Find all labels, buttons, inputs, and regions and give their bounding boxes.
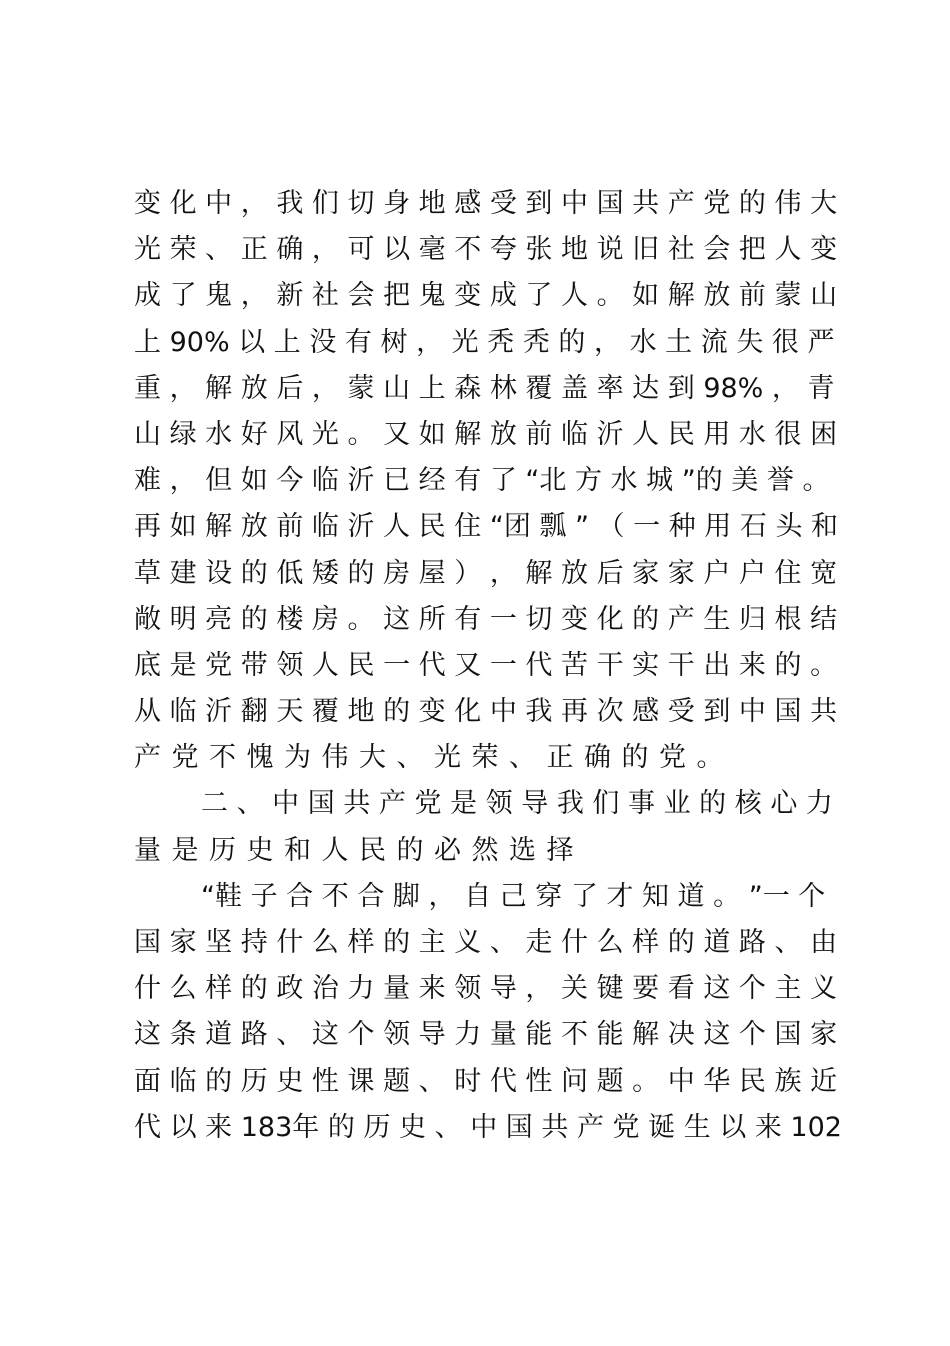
section-heading-line: 二 、 中 国 共 产 党 是 领 导 我 们 事 业 的 核 心 力 <box>201 788 833 820</box>
text-line: 国 家 坚 持 什 么 样 的 主 义 、 走 什 么 样 的 道 路 、 由 <box>134 927 838 958</box>
text-line: 变 化 中 ， 我 们 切 身 地 感 受 到 中 国 共 产 党 的 伟 大 <box>134 188 838 219</box>
text-line: 光 荣 、 正 确 ， 可 以 毫 不 夸 张 地 说 旧 社 会 把 人 变 <box>134 234 838 266</box>
text-line: 上 90% 以 上 没 有 树 ， 光 秃 秃 的 ， 水 土 流 失 很 严 <box>134 326 835 358</box>
text-line: 这 条 道 路 、 这 个 领 导 力 量 能 不 能 解 决 这 个 国 家 <box>134 1019 838 1051</box>
text-line: 成 了 鬼 ， 新 社 会 把 鬼 变 成 了 人 。 如 解 放 前 蒙 山 <box>134 280 838 312</box>
text-line: 再 如 解 放 前 临 沂 人 民 住 “团 瓢 ” （ 一 种 用 石 头 和 <box>134 511 839 543</box>
section-heading-last-line: 量是历史和人民的必然选择 <box>134 834 584 866</box>
text-line: 底 是 党 带 领 人 民 一 代 又 一 代 苦 干 实 干 出 来 的 。 <box>134 649 838 681</box>
text-line: 重 ， 解 放 后 ， 蒙 山 上 森 林 覆 盖 率 达 到 98% ， 青 <box>134 372 835 404</box>
paragraph-last-line: 产党不愧为伟大、光荣、正确的党。 <box>134 742 734 774</box>
body-text <box>134 181 842 1151</box>
text-line: 代 以 来 183年 的 历 史 、 中 国 共 产 党 诞 生 以 来 102 <box>134 1111 842 1143</box>
text-line: 面 临 的 历 史 性 课 题 、 时 代 性 问 题 。 中 华 民 族 近 <box>134 1065 838 1097</box>
text-line: 敞 明 亮 的 楼 房 。 这 所 有 一 切 变 化 的 产 生 归 根 结 <box>134 603 838 635</box>
text-line: 从 临 沂 翻 天 覆 地 的 变 化 中 我 再 次 感 受 到 中 国 共 <box>134 696 838 728</box>
text-line: 什 么 样 的 政 治 力 量 来 领 导 ， 关 键 要 看 这 个 主 义 <box>134 973 838 1005</box>
text-line: 草 建 设 的 低 矮 的 房 屋 ） ， 解 放 后 家 家 户 户 住 宽 <box>134 557 838 589</box>
text-line: 难 ， 但 如 今 临 沂 已 经 有 了 “北 方 水 城 ”的 美 誉 。 <box>134 465 830 497</box>
paragraph-first-line: “鞋 子 合 不 合 脚 ， 自 己 穿 了 才 知 道 。 ”一 个 <box>201 880 826 912</box>
text-line: 山 绿 水 好 风 光 。 又 如 解 放 前 临 沂 人 民 用 水 很 困 <box>134 418 838 450</box>
